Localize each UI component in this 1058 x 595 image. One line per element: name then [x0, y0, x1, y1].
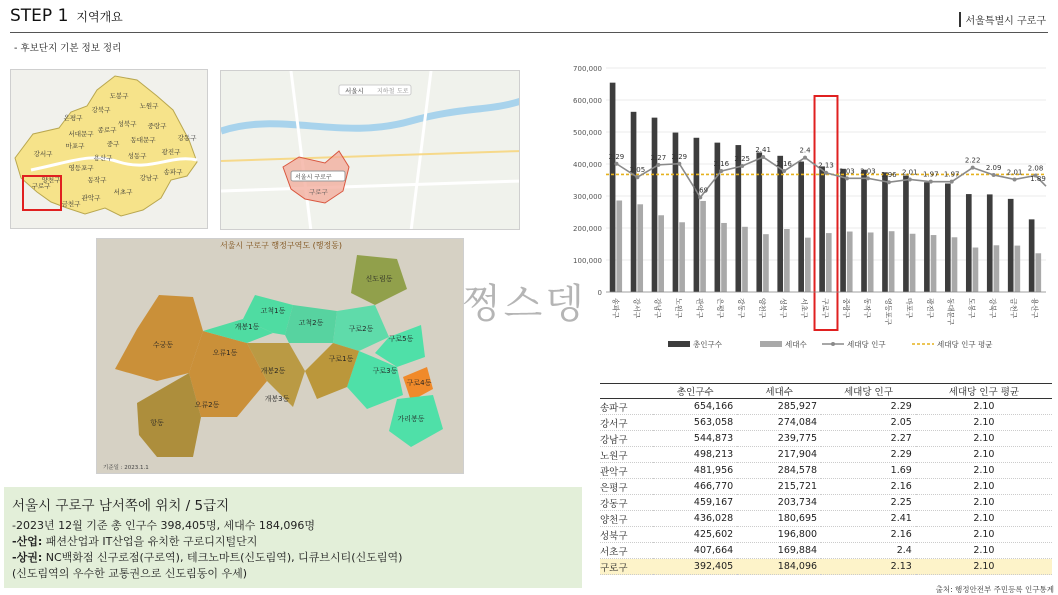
- table-cell: 2.10: [916, 527, 1052, 543]
- ratio-point: [971, 166, 975, 170]
- dong-label: 수궁동: [152, 341, 174, 349]
- district-label: 동대문구: [130, 136, 156, 144]
- y-tick-label: 100,000: [573, 257, 602, 265]
- bar-households: [994, 245, 1000, 292]
- x-tick-label: 관악구: [695, 298, 704, 319]
- table-row: [600, 415, 1052, 431]
- table-cell: 2.27: [821, 431, 916, 447]
- bar-total-population: [777, 156, 783, 292]
- street-district-label: 서울시 구로구: [295, 174, 332, 181]
- ratio-data-label: 2.09: [985, 163, 1002, 172]
- table-cell: 2.10: [916, 479, 1052, 495]
- ratio-point: [950, 180, 954, 184]
- table-cell: 215,721: [737, 479, 821, 495]
- region-tag: 서울특별시 구로구: [959, 12, 1046, 27]
- bar-total-population: [945, 184, 951, 292]
- bar-households: [658, 215, 664, 292]
- district-label: 종로구: [97, 126, 117, 134]
- legend-label: 세대수: [785, 340, 807, 349]
- table-row: [600, 527, 1052, 543]
- table-cell: 425,602: [653, 527, 737, 543]
- table-header-row: [600, 384, 1052, 399]
- district-label: 중랑구: [147, 122, 167, 130]
- page-title: [10, 6, 123, 26]
- x-tick-label: 서초구: [800, 298, 809, 319]
- map-tab-road[interactable]: 도로: [397, 88, 409, 95]
- ratio-data-label: 1.89: [1030, 175, 1046, 184]
- dong-label: 항동: [150, 419, 164, 427]
- dong-label: 가리봉동: [397, 415, 425, 423]
- district-label: 서대문구: [68, 130, 94, 138]
- dong-label: 오류1동: [212, 349, 238, 357]
- ratio-point: [782, 169, 786, 173]
- x-tick-label: 강북구: [988, 298, 997, 319]
- district-label: 성동구: [127, 152, 147, 160]
- legend-marker: [831, 342, 835, 346]
- industry-text: 패션산업과 IT산업을 유치한 구로디지털단지: [42, 535, 258, 548]
- bar-households: [784, 229, 790, 292]
- bar-households: [973, 248, 979, 292]
- ratio-data-label: 1.69: [692, 186, 709, 195]
- table-cell: 성북구: [600, 527, 653, 543]
- bar-households: [721, 223, 727, 292]
- bar-total-population: [1008, 199, 1014, 292]
- bar-total-population: [694, 138, 700, 292]
- x-tick-label: 용산구: [1030, 298, 1039, 319]
- table-row: [600, 431, 1052, 447]
- table-cell: 2.05: [821, 415, 916, 431]
- table-cell: 2.41: [821, 511, 916, 527]
- district-label: 도봉구: [109, 92, 129, 100]
- table-cell: 544,873: [653, 431, 737, 447]
- table-cell: 217,904: [737, 447, 821, 463]
- y-tick-label: 0: [597, 289, 602, 297]
- legend-swatch: [668, 341, 690, 347]
- district-label: 영등포구: [68, 164, 94, 172]
- table-row: [600, 559, 1052, 575]
- admin-map-title: 서울시 구로구 행정구역도 (행정동): [219, 241, 343, 250]
- ratio-data-label: 2.27: [650, 153, 667, 162]
- table-cell: 2.16: [821, 479, 916, 495]
- info-line-industry: [12, 534, 574, 550]
- ratio-point: [677, 162, 681, 166]
- table-body: [600, 399, 1052, 575]
- table-cell: 285,927: [737, 399, 821, 415]
- highlight-box: [815, 96, 838, 330]
- table-cell: 2.4: [821, 543, 916, 559]
- table-cell: 은평구: [600, 479, 653, 495]
- district-label: 동작구: [87, 176, 107, 184]
- district-label: 용산구: [93, 154, 113, 162]
- table-cell: 2.10: [916, 447, 1052, 463]
- ratio-data-label: 2.16: [713, 160, 730, 169]
- map-tab-subway[interactable]: 지하철: [377, 88, 395, 95]
- ratio-point: [824, 171, 828, 175]
- bar-households: [616, 201, 622, 292]
- table-cell: 184,096: [737, 559, 821, 575]
- bar-households: [700, 201, 706, 292]
- district-label: 강동구: [177, 134, 197, 142]
- population-table: [600, 383, 1052, 575]
- industry-label: -산업:: [12, 535, 43, 548]
- table-cell: 2.10: [916, 463, 1052, 479]
- ratio-data-label: 2.25: [734, 155, 750, 163]
- bar-total-population: [756, 152, 762, 292]
- street-map-svg: [221, 71, 520, 230]
- table-cell: 강남구: [600, 431, 653, 447]
- district-label: 강북구: [91, 106, 111, 114]
- step-label: STEP 1: [10, 6, 69, 26]
- district-label: 은평구: [63, 114, 83, 122]
- table-cell: 284,578: [737, 463, 821, 479]
- info-box: [4, 487, 582, 588]
- table-cell: 654,166: [653, 399, 737, 415]
- x-tick-label: 노원구: [674, 298, 683, 319]
- map-search-label: 서울시: [345, 87, 364, 95]
- x-tick-label: 금천구: [1009, 298, 1018, 319]
- x-tick-label: 성북구: [779, 298, 788, 319]
- table-cell: 2.10: [916, 559, 1052, 575]
- table-cell: 구로구: [600, 559, 653, 575]
- district-label: 금천구: [61, 200, 81, 208]
- district-label: 강남구: [139, 174, 159, 182]
- ratio-point: [740, 164, 744, 168]
- bar-total-population: [610, 83, 616, 292]
- x-tick-label: 중랑구: [841, 298, 850, 319]
- bar-households: [868, 232, 874, 292]
- admin-map-svg: [97, 239, 464, 474]
- bar-households: [1035, 253, 1041, 292]
- ratio-point: [719, 169, 723, 173]
- district-label: 구로구: [31, 182, 51, 190]
- table-cell: 436,028: [653, 511, 737, 527]
- bar-total-population: [840, 169, 846, 292]
- x-tick-label: 동대문구: [946, 298, 955, 326]
- ratio-data-label: 2.29: [608, 152, 625, 161]
- x-tick-label: 송파구: [611, 298, 620, 319]
- table-header-cell: 세대당 인구 평균: [916, 384, 1052, 399]
- table-cell: 2.13: [821, 559, 916, 575]
- district-label: 마포구: [65, 142, 85, 150]
- bar-total-population: [882, 172, 888, 292]
- x-tick-label: 강서구: [632, 298, 641, 319]
- bar-households: [742, 227, 748, 292]
- bar-total-population: [819, 166, 825, 292]
- table-cell: 392,405: [653, 559, 737, 575]
- info-line-population: -2023년 12월 기준 총 인구수 398,405명, 세대수 184,096명: [12, 519, 316, 532]
- table-row: [600, 479, 1052, 495]
- ratio-point: [845, 176, 849, 180]
- admin-map-note: 기준일 : 2023.1.1: [103, 465, 149, 471]
- table-row: [600, 543, 1052, 559]
- dong-label: 개봉1동: [234, 323, 260, 331]
- ratio-point: [992, 173, 996, 177]
- district-label: 서초구: [113, 188, 133, 196]
- table-cell: 180,695: [737, 511, 821, 527]
- dong-label: 개봉2동: [260, 367, 286, 375]
- district-label: 광진구: [161, 148, 181, 156]
- ratio-data-label: 2.03: [839, 167, 855, 176]
- bar-total-population: [903, 176, 909, 292]
- table-cell: 563,058: [653, 415, 737, 431]
- street-gu-label: 구로구: [309, 188, 328, 196]
- y-tick-label: 400,000: [573, 161, 602, 169]
- table-cell: 강서구: [600, 415, 653, 431]
- district-label: 강서구: [33, 150, 53, 158]
- ratio-data-label: 2.4: [799, 146, 811, 155]
- table-cell: 송파구: [600, 399, 653, 415]
- x-tick-label: 강동구: [737, 298, 746, 319]
- y-tick-label: 500,000: [573, 129, 602, 137]
- table-row: [600, 399, 1052, 415]
- bar-total-population: [861, 170, 867, 292]
- table-header-cell: 세대당 인구: [821, 384, 916, 399]
- dong-label: 구로5동: [388, 335, 414, 343]
- legend-swatch: [760, 341, 782, 347]
- ratio-point: [614, 162, 618, 166]
- y-tick-label: 200,000: [573, 225, 602, 233]
- ratio-data-label: 1.97: [922, 170, 939, 179]
- ratio-data-label: 1.96: [881, 171, 897, 180]
- dong-label: 신도림동: [365, 275, 393, 283]
- district-label: 성북구: [117, 120, 137, 128]
- ratio-point: [887, 180, 891, 184]
- dong-label: 구로1동: [328, 355, 354, 363]
- table-cell: 466,770: [653, 479, 737, 495]
- source-note: 출처: 행정안전부 주민등록 인구통계: [935, 585, 1054, 594]
- table-row: [600, 495, 1052, 511]
- dong-label: 오류2동: [194, 401, 220, 409]
- dong-label: 고척2동: [298, 319, 324, 327]
- seoul-map-svg: [11, 70, 208, 229]
- ratio-data-label: 1.97: [943, 170, 960, 179]
- table-row: [600, 447, 1052, 463]
- ratio-point: [908, 177, 912, 181]
- dong-label: 고척1동: [260, 307, 286, 315]
- info-lead: 서울시 구로구 남서쪽에 위치 / 5급지: [12, 498, 230, 514]
- bar-total-population: [924, 182, 930, 292]
- x-tick-label: 양천구: [758, 298, 767, 319]
- table-cell: 196,800: [737, 527, 821, 543]
- section-label: 지역개요: [76, 10, 123, 24]
- table-cell: 2.16: [821, 527, 916, 543]
- x-tick-label: 마포구: [904, 298, 913, 319]
- bar-households: [910, 234, 916, 292]
- title-divider: [10, 32, 1048, 33]
- x-tick-label: 구로구: [821, 298, 829, 319]
- legend-label: 세대당 인구: [847, 340, 886, 349]
- y-tick-label: 600,000: [573, 97, 602, 105]
- dong-label: 구로4동: [406, 379, 432, 387]
- table-header-cell: 세대수: [737, 384, 821, 399]
- table-cell: 239,775: [737, 431, 821, 447]
- bar-households: [637, 204, 643, 292]
- ratio-data-label: 2.01: [902, 168, 918, 177]
- dong-label: 구로2동: [348, 325, 374, 333]
- table-cell: 2.29: [821, 399, 916, 415]
- ratio-data-label: 2.01: [1006, 168, 1023, 177]
- ratio-data-label: 2.16: [776, 160, 792, 169]
- watermark-text: 쩡스뎅: [462, 281, 587, 327]
- table-header-cell: 총인구수: [653, 384, 737, 399]
- bar-total-population: [1029, 219, 1035, 292]
- ratio-data-label: 2.03: [860, 167, 876, 176]
- table-cell: 498,213: [653, 447, 737, 463]
- table-cell: 2.10: [916, 511, 1052, 527]
- ratio-data-label: 2.29: [671, 152, 688, 161]
- table-row: [600, 463, 1052, 479]
- legend-label: 총인구수: [693, 340, 722, 349]
- table-cell: 2.10: [916, 399, 1052, 415]
- bar-households: [931, 235, 937, 292]
- district-label: 중구: [106, 140, 120, 148]
- bar-total-population: [631, 112, 637, 292]
- y-tick-label: 300,000: [573, 193, 602, 201]
- street-map: [220, 70, 520, 230]
- table-cell: 2.10: [916, 431, 1052, 447]
- legend-label: 세대당 인구 평균: [937, 340, 993, 349]
- ratio-data-label: 2.08: [1027, 164, 1044, 173]
- seoul-district-map: [10, 69, 208, 229]
- population-chart: [560, 60, 1055, 360]
- district-label: 양천구: [41, 176, 61, 184]
- commerce-label: -상권:: [12, 551, 43, 564]
- ratio-point: [635, 175, 639, 179]
- bar-total-population: [798, 162, 804, 292]
- x-tick-label: 도봉구: [967, 298, 976, 319]
- table-cell: 2.10: [916, 495, 1052, 511]
- ratio-data-label: 2.22: [964, 156, 981, 165]
- ratio-data-label: 2.41: [755, 146, 771, 155]
- ratio-point: [656, 163, 660, 167]
- ratio-point: [929, 180, 933, 184]
- ratio-point: [1013, 177, 1017, 181]
- table-cell: 481,956: [653, 463, 737, 479]
- district-label: 관악구: [81, 194, 101, 202]
- ratio-data-label: 2.05: [629, 166, 646, 175]
- table-cell: 관악구: [600, 463, 653, 479]
- ratio-point: [761, 155, 765, 159]
- district-label: 송파구: [163, 168, 183, 176]
- bar-households: [826, 233, 832, 292]
- ratio-point: [698, 195, 702, 199]
- table-cell: 강동구: [600, 495, 653, 511]
- bar-households: [763, 234, 769, 292]
- table-cell: 서초구: [600, 543, 653, 559]
- table-cell: 양천구: [600, 511, 653, 527]
- table-header-cell: [600, 384, 653, 399]
- commerce-text: NC백화점 신구로점(구로역), 테크노마트(신도림역), 디큐브시티(신도림역): [42, 551, 403, 564]
- table-cell: 459,167: [653, 495, 737, 511]
- admin-district-map: [96, 238, 464, 474]
- subtitle: - 후보단지 기본 정보 정리: [14, 43, 122, 54]
- ratio-data-label: 2.13: [818, 161, 834, 170]
- table-cell: 169,884: [737, 543, 821, 559]
- x-tick-label: 광진구: [925, 298, 934, 319]
- bar-total-population: [652, 118, 658, 292]
- info-line-note: (신도림역의 우수한 교통권으로 신도림동이 우세): [12, 567, 248, 580]
- bar-households: [847, 232, 853, 292]
- table-cell: 274,084: [737, 415, 821, 431]
- x-tick-label: 강남구: [653, 298, 662, 319]
- bar-households: [889, 231, 895, 292]
- table-cell: 2.25: [821, 495, 916, 511]
- x-tick-label: 동작구: [862, 298, 871, 319]
- table-cell: 203,734: [737, 495, 821, 511]
- bar-households: [952, 237, 958, 292]
- table-cell: 1.69: [821, 463, 916, 479]
- table-cell: 2.10: [916, 543, 1052, 559]
- bar-households: [679, 222, 685, 292]
- ratio-point: [803, 156, 807, 160]
- y-tick-label: 700,000: [573, 65, 602, 73]
- bar-households: [805, 238, 811, 292]
- district-label: 노원구: [139, 102, 159, 110]
- table-cell: 노원구: [600, 447, 653, 463]
- x-tick-label: 영등포구: [883, 298, 892, 326]
- bar-households: [1015, 246, 1021, 292]
- bar-total-population: [987, 194, 993, 292]
- table-cell: 407,664: [653, 543, 737, 559]
- table-row: [600, 511, 1052, 527]
- bar-total-population: [966, 194, 972, 292]
- dong-label: 구로3동: [372, 367, 398, 375]
- info-line-commerce: [12, 550, 574, 566]
- ratio-point: [866, 176, 870, 180]
- dong-label: 개봉3동: [264, 395, 290, 403]
- table-cell: 2.10: [916, 415, 1052, 431]
- table-cell: 2.29: [821, 447, 916, 463]
- x-tick-label: 은평구: [716, 298, 725, 319]
